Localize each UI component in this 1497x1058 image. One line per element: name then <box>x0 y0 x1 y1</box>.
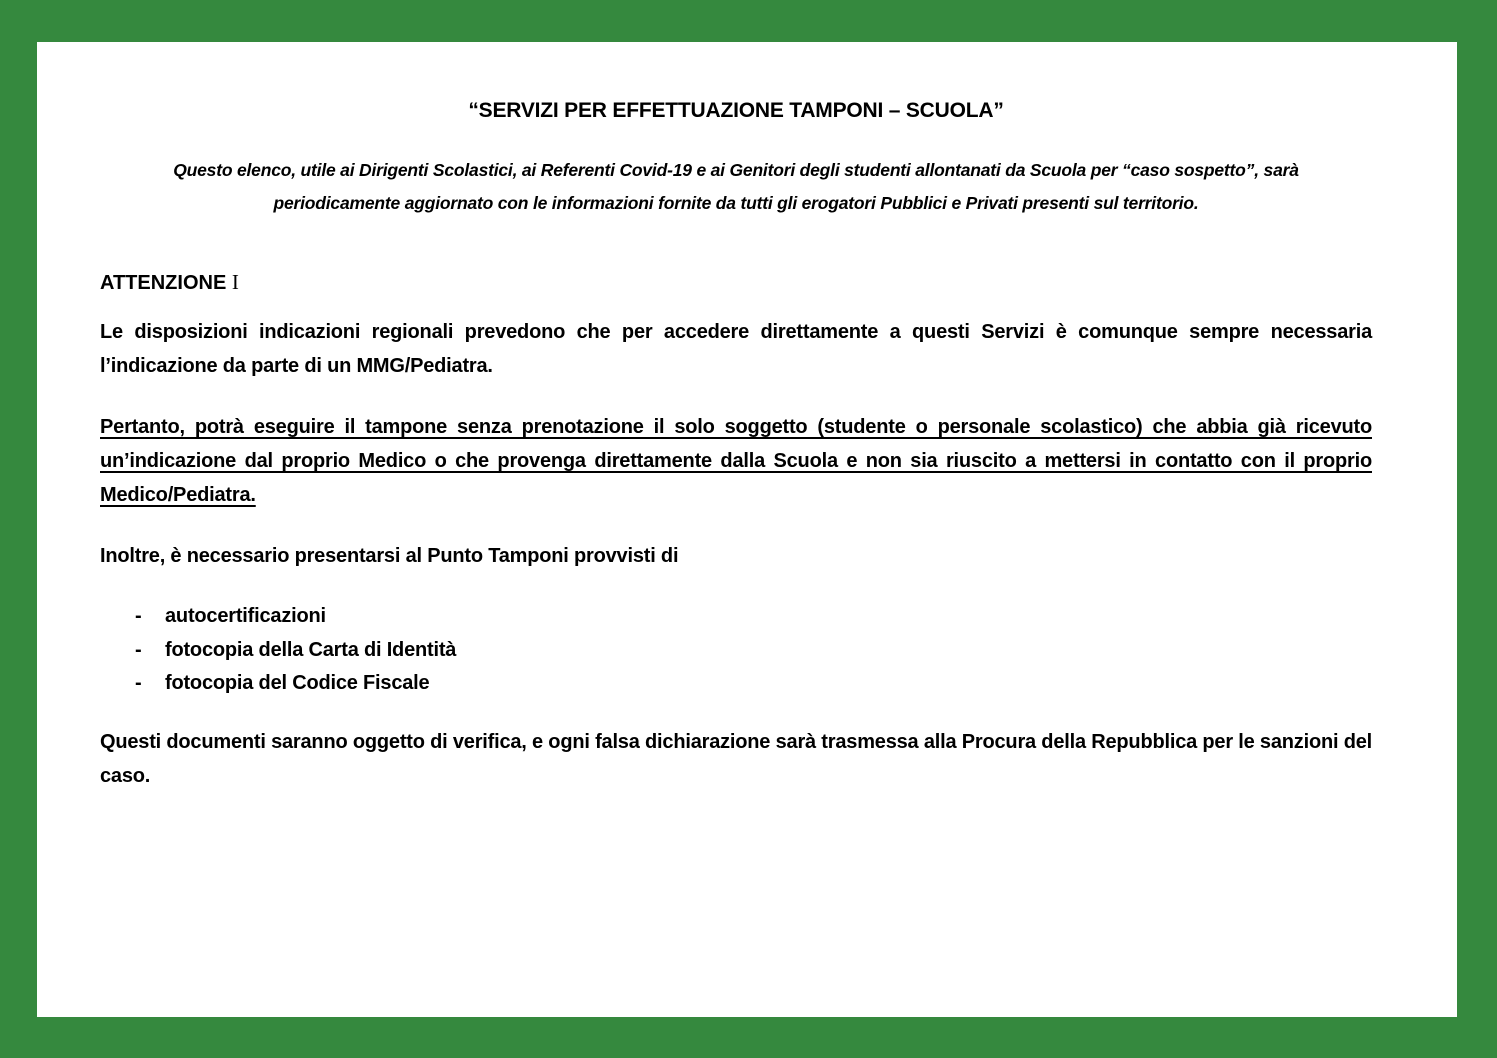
attention-label: ATTENZIONE <box>100 272 227 294</box>
document-title: “SERVIZI PER EFFETTUAZIONE TAMPONI – SCUOLA” <box>468 99 1004 122</box>
dash-bullet: - <box>135 638 142 661</box>
list-item-label: fotocopia della Carta di Identità <box>165 638 457 661</box>
document-subtitle: Questo elenco, utile ai Dirigenti Scolastici, ai Referenti Covid-19 e ai Genitori degli studenti allontanati da Scuola per “caso sospetto”, sarà periodicamente aggiornato con le informazioni fornite da tutti gli erogatori Pubblici e Privati presenti sul territorio. <box>173 160 1299 213</box>
paragraph-verification: Questi documenti saranno oggetto di verifica, e ogni falsa dichiarazione sarà trasmessa alla Procura della Repubblica per le sanzioni del caso. <box>100 730 1372 787</box>
attention-mark: I <box>231 270 239 294</box>
dash-bullet: - <box>135 672 142 694</box>
dash-bullet: - <box>135 605 142 627</box>
list-item-label: fotocopia del Codice Fiscale <box>165 672 430 694</box>
document-page <box>37 42 1457 1017</box>
list-item-autocertificazioni <box>100 600 1372 634</box>
attention-heading <box>100 270 1372 295</box>
paragraph-regional-rules: Le disposizioni indicazioni regionali prevedono che per accedere direttamente a questi Servizi è comunque sempre necessaria l’indicazione da parte di un MMG/Pediatra. <box>100 321 1372 377</box>
list-item-codice-fiscale <box>100 667 1372 701</box>
paragraph-list-intro: Inoltre, è necessario presentarsi al Punto Tamponi provvisti di <box>100 545 679 567</box>
required-documents-list <box>100 600 1372 701</box>
list-item-label: autocertificazioni <box>165 605 326 627</box>
paragraph-no-booking: Pertanto, potrà eseguire il tampone senza prenotazione il solo soggetto (studente o personale scolastico) che abbia già ricevuto un’indicazione dal proprio Medico o che provenga direttamente dalla Scuola e non sia riuscito a mettersi in contatto con il proprio Medico/Pediatra. <box>100 416 1372 506</box>
list-item-carta-identita <box>100 634 1372 668</box>
